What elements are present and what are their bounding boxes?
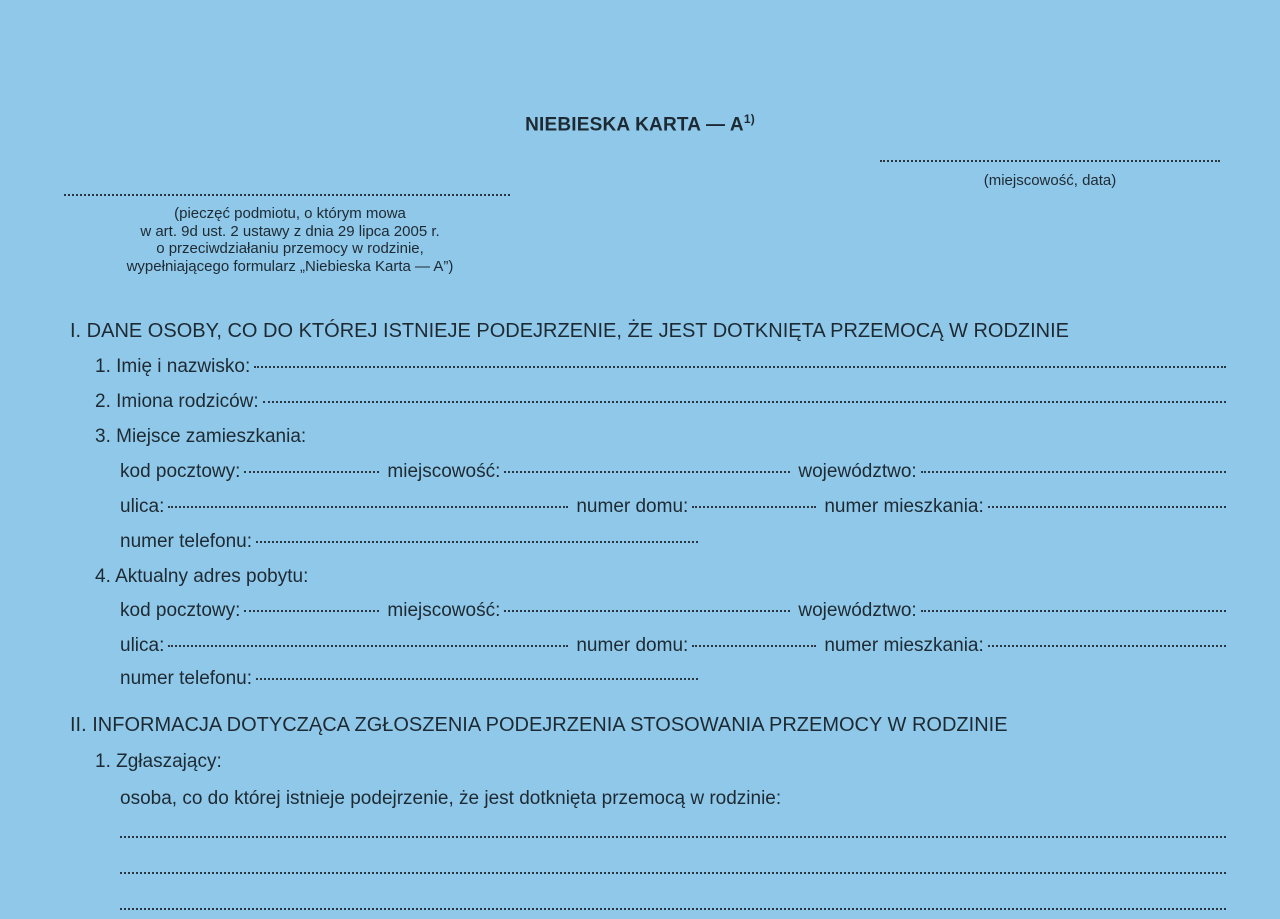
- residence-address-row: kod pocztowy: miejscowość: województwo:: [120, 461, 1228, 483]
- street-field[interactable]: [168, 506, 568, 508]
- person-details-line-3[interactable]: [120, 908, 1226, 910]
- name-row: 1. Imię i nazwisko:: [95, 356, 1228, 378]
- residence-phone-row: numer telefonu:: [120, 531, 700, 553]
- parents-row: 2. Imiona rodziców:: [95, 391, 1228, 413]
- section-1-heading: I. DANE OSOBY, CO DO KTÓREJ ISTNIEJE PODEJRZENIE, ŻE JEST DOTKNIĘTA PRZEMOCĄ W RODZINIE: [70, 320, 1070, 342]
- voivodeship-field[interactable]: [921, 471, 1226, 473]
- name-field[interactable]: [254, 366, 1226, 368]
- reporter-heading: 1. Zgłaszający:: [95, 751, 222, 772]
- person-details-line-2[interactable]: [120, 872, 1226, 874]
- parents-field[interactable]: [263, 401, 1226, 403]
- date-caption: (miejscowość, data): [983, 172, 1117, 189]
- current-address-heading: 4. Aktualny adres pobytu:: [95, 566, 309, 587]
- postal-code-field[interactable]: [244, 471, 379, 473]
- city-field[interactable]: [504, 471, 790, 473]
- stamp-caption: (pieczęć podmiotu, o którym mowa w art. 9d ust. 2 ustawy z dnia 29 lipca 2005 r. o przeciwdziałaniu przemocy w rodzinie, wypełniającego formularz „Niebieska Karta — A”): [126, 205, 454, 275]
- flat-number-field[interactable]: [988, 506, 1226, 508]
- current-house-number-field[interactable]: [692, 645, 816, 647]
- current-address-row: kod pocztowy: miejscowość: województwo:: [120, 600, 1228, 622]
- current-phone-field[interactable]: [256, 678, 698, 680]
- date-field[interactable]: [880, 160, 1220, 162]
- residence-heading: 3. Miejsce zamieszkania:: [95, 426, 307, 447]
- person-details-line-1[interactable]: [120, 836, 1226, 838]
- current-city-field[interactable]: [504, 610, 790, 612]
- current-phone-row: numer telefonu:: [120, 668, 700, 690]
- house-number-field[interactable]: [692, 506, 816, 508]
- current-voivodeship-field[interactable]: [921, 610, 1226, 612]
- phone-field[interactable]: [256, 541, 698, 543]
- current-flat-number-field[interactable]: [988, 645, 1226, 647]
- stamp-field[interactable]: [64, 194, 510, 196]
- section-2-heading: II. INFORMACJA DOTYCZĄCA ZGŁOSZENIA PODEJRZENIA STOSOWANIA PRZEMOCY W RODZINIE: [70, 714, 1008, 736]
- form-title: NIEBIESKA KARTA — $A^{1)}$: [525, 112, 755, 136]
- person-label-row: osoba, co do której istnieje podejrzenie, że jest dotknięta przemocą w rodzinie:: [120, 788, 782, 809]
- current-postal-code-field[interactable]: [244, 610, 379, 612]
- current-street-field[interactable]: [168, 645, 568, 647]
- current-street-row: ulica: numer domu: numer mieszkania:: [120, 635, 1228, 657]
- residence-street-row: ulica: numer domu: numer mieszkania:: [120, 496, 1228, 518]
